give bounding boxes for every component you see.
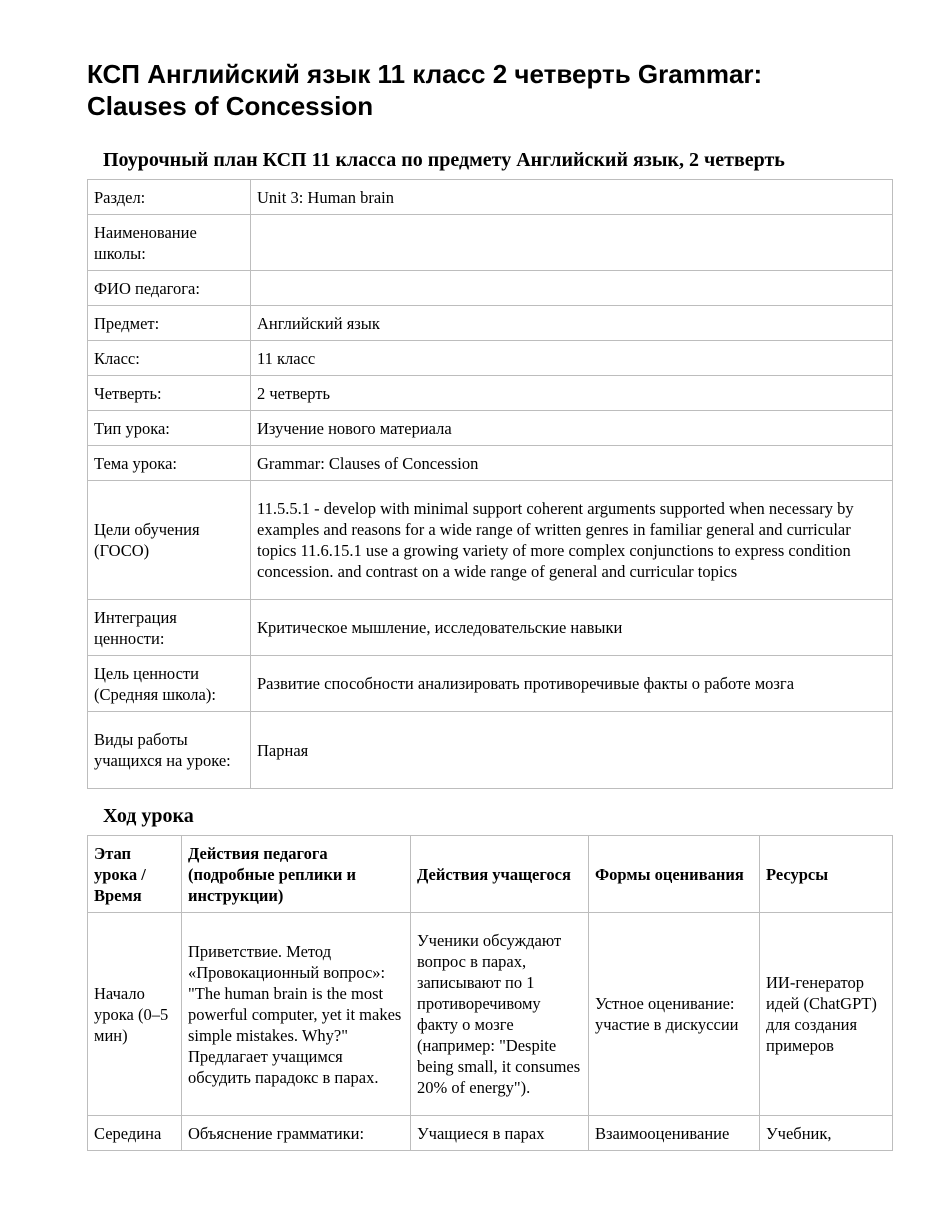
lesson-course-table bbox=[87, 835, 893, 1151]
stage-cell: Середина bbox=[88, 1116, 182, 1151]
column-header-teacher-actions: Действия педагога (подробные реплики и инструкции) bbox=[182, 836, 411, 913]
row-label: Цели обучения (ГОСО) bbox=[88, 481, 251, 600]
table-row bbox=[88, 271, 893, 306]
table-row bbox=[88, 215, 893, 271]
table-row bbox=[88, 446, 893, 481]
table-row bbox=[88, 1116, 893, 1151]
table-row bbox=[88, 341, 893, 376]
row-value: Unit 3: Human brain bbox=[251, 180, 893, 215]
row-label: Виды работы учащихся на уроке: bbox=[88, 712, 251, 789]
teacher-actions-cell: Приветствие. Метод «Провокационный вопрос»: "The human brain is the most powerful computer, yet it makes simple mistakes. Why?" Предлагает учащимся обсудить парадокс в парах. bbox=[182, 913, 411, 1116]
row-value bbox=[251, 271, 893, 306]
row-value: Изучение нового материала bbox=[251, 411, 893, 446]
column-header-stage: Этап урока / Время bbox=[88, 836, 182, 913]
row-label: Предмет: bbox=[88, 306, 251, 341]
table-row bbox=[88, 656, 893, 712]
student-actions-cell: Ученики обсуждают вопрос в парах, записывают по 1 противоречивому факту о мозге (например: "Despite being small, it consumes 20% of energy"). bbox=[411, 913, 589, 1116]
row-value: 2 четверть bbox=[251, 376, 893, 411]
table-row bbox=[88, 481, 893, 600]
row-value: Критическое мышление, исследовательские навыки bbox=[251, 600, 893, 656]
student-actions-cell: Учащиеся в парах bbox=[411, 1116, 589, 1151]
table-row bbox=[88, 913, 893, 1116]
row-label: ФИО педагога: bbox=[88, 271, 251, 306]
column-header-student-actions: Действия учащегося bbox=[411, 836, 589, 913]
row-value: Развитие способности анализировать противоречивые факты о работе мозга bbox=[251, 656, 893, 712]
row-value: Grammar: Clauses of Concession bbox=[251, 446, 893, 481]
row-label: Цель ценности (Средняя школа): bbox=[88, 656, 251, 712]
row-value: 11 класс bbox=[251, 341, 893, 376]
row-value bbox=[251, 215, 893, 271]
resources-cell: ИИ-генератор идей (ChatGPT) для создания примеров bbox=[760, 913, 893, 1116]
table-row bbox=[88, 306, 893, 341]
row-label: Тема урока: bbox=[88, 446, 251, 481]
table-row bbox=[88, 411, 893, 446]
table-row bbox=[88, 712, 893, 789]
row-label: Раздел: bbox=[88, 180, 251, 215]
row-label: Наименование школы: bbox=[88, 215, 251, 271]
row-value: 11.5.5.1 - develop with minimal support coherent arguments supported when necessary by examples and reasons for a wide range of written genres in familiar general and curricular topics 11.6.15.1 use a growing variety of more complex conjunctions to express condition concession. and contrast on a wide range of general and curricular topics bbox=[251, 481, 893, 600]
row-label: Тип урока: bbox=[88, 411, 251, 446]
row-value: Парная bbox=[251, 712, 893, 789]
stage-cell: Начало урока (0–5 мин) bbox=[88, 913, 182, 1116]
assessment-cell: Устное оценивание: участие в дискуссии bbox=[589, 913, 760, 1116]
table-row bbox=[88, 600, 893, 656]
table-row bbox=[88, 180, 893, 215]
teacher-actions-cell: Объяснение грамматики: bbox=[182, 1116, 411, 1151]
assessment-cell: Взаимооценивание bbox=[589, 1116, 760, 1151]
document-title: КСП Английский язык 11 класс 2 четверть Grammar: Clauses of Concession bbox=[87, 59, 763, 121]
lesson-info-table bbox=[87, 179, 893, 789]
resources-cell: Учебник, bbox=[760, 1116, 893, 1151]
row-value: Английский язык bbox=[251, 306, 893, 341]
row-label: Интеграция ценности: bbox=[88, 600, 251, 656]
column-header-assessment: Формы оценивания bbox=[589, 836, 760, 913]
table-row bbox=[88, 376, 893, 411]
row-label: Класс: bbox=[88, 341, 251, 376]
table-header-row bbox=[88, 836, 893, 913]
plan-heading: Поурочный план КСП 11 класса по предмету Английский язык, 2 четверть bbox=[103, 149, 785, 171]
column-header-resources: Ресурсы bbox=[760, 836, 893, 913]
course-heading: Ход урока bbox=[103, 805, 194, 827]
row-label: Четверть: bbox=[88, 376, 251, 411]
